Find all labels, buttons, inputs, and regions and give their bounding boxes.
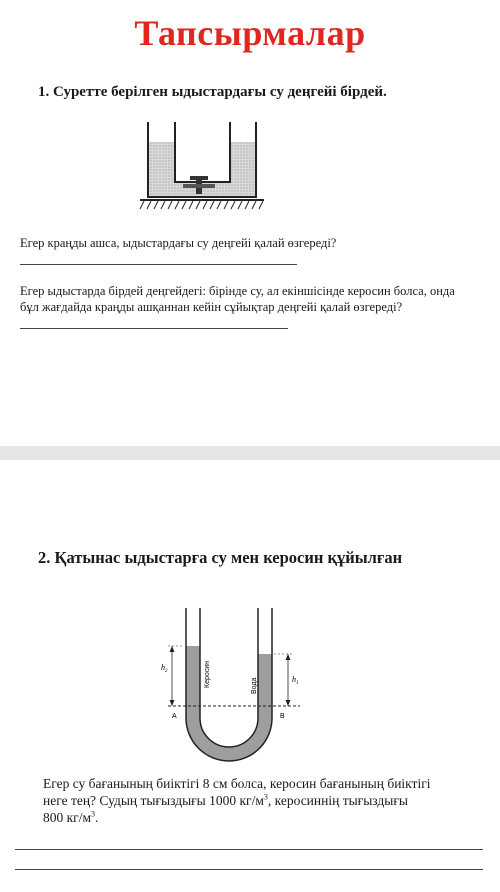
task1-heading: 1. Суретте берілген ыдыстардағы су деңгейі бірдей. (38, 84, 387, 100)
task2-line-2: неге тең? Судың тығыздығы 1000 $кг/м^3$, керосиннің тығыздығы (43, 792, 408, 808)
point-b-label: B (280, 713, 285, 720)
task2-line-1: Егер су бағанының биіктігі 8 см болса, керосин бағанының биіктігі (43, 776, 431, 791)
task1-question-1: Егер краңды ашса, ыдыстардағы су деңгейі қалай өзгереді? (20, 236, 337, 250)
answer-line-4[interactable] (15, 869, 483, 870)
vessels-with-tap-figure (138, 118, 268, 218)
answer-line-1[interactable] (20, 264, 297, 265)
task2-heading: 2. Қатынас ыдыстарға су мен керосин құйылған (38, 548, 403, 567)
task1-question-2-line2: бұл жағдайда краңды ашқаннан кейін сұйықтар деңгейі қалай өзгереді? (20, 300, 403, 314)
page-title: Тапсырмалар (134, 13, 366, 53)
h2-label: $h_2$ (161, 663, 168, 674)
page-divider (0, 446, 500, 460)
task2-paragraph (43, 775, 473, 826)
task2-line-3: 800 $кг/м^3$. (43, 809, 99, 825)
water-label: Вода (251, 677, 258, 694)
answer-line-2[interactable] (20, 328, 288, 329)
task1-question-2-line1: Егер ыдыстарда бірдей деңгейдегі: бірінде су, ал екіншісінде керосин болса, онда (20, 284, 455, 298)
answer-line-3[interactable] (15, 849, 483, 850)
u-tube-figure (150, 606, 320, 766)
point-a-label: A (172, 713, 177, 720)
kerosene-label: Керосин (204, 660, 211, 688)
h1-label: $h_1$ (292, 675, 299, 686)
